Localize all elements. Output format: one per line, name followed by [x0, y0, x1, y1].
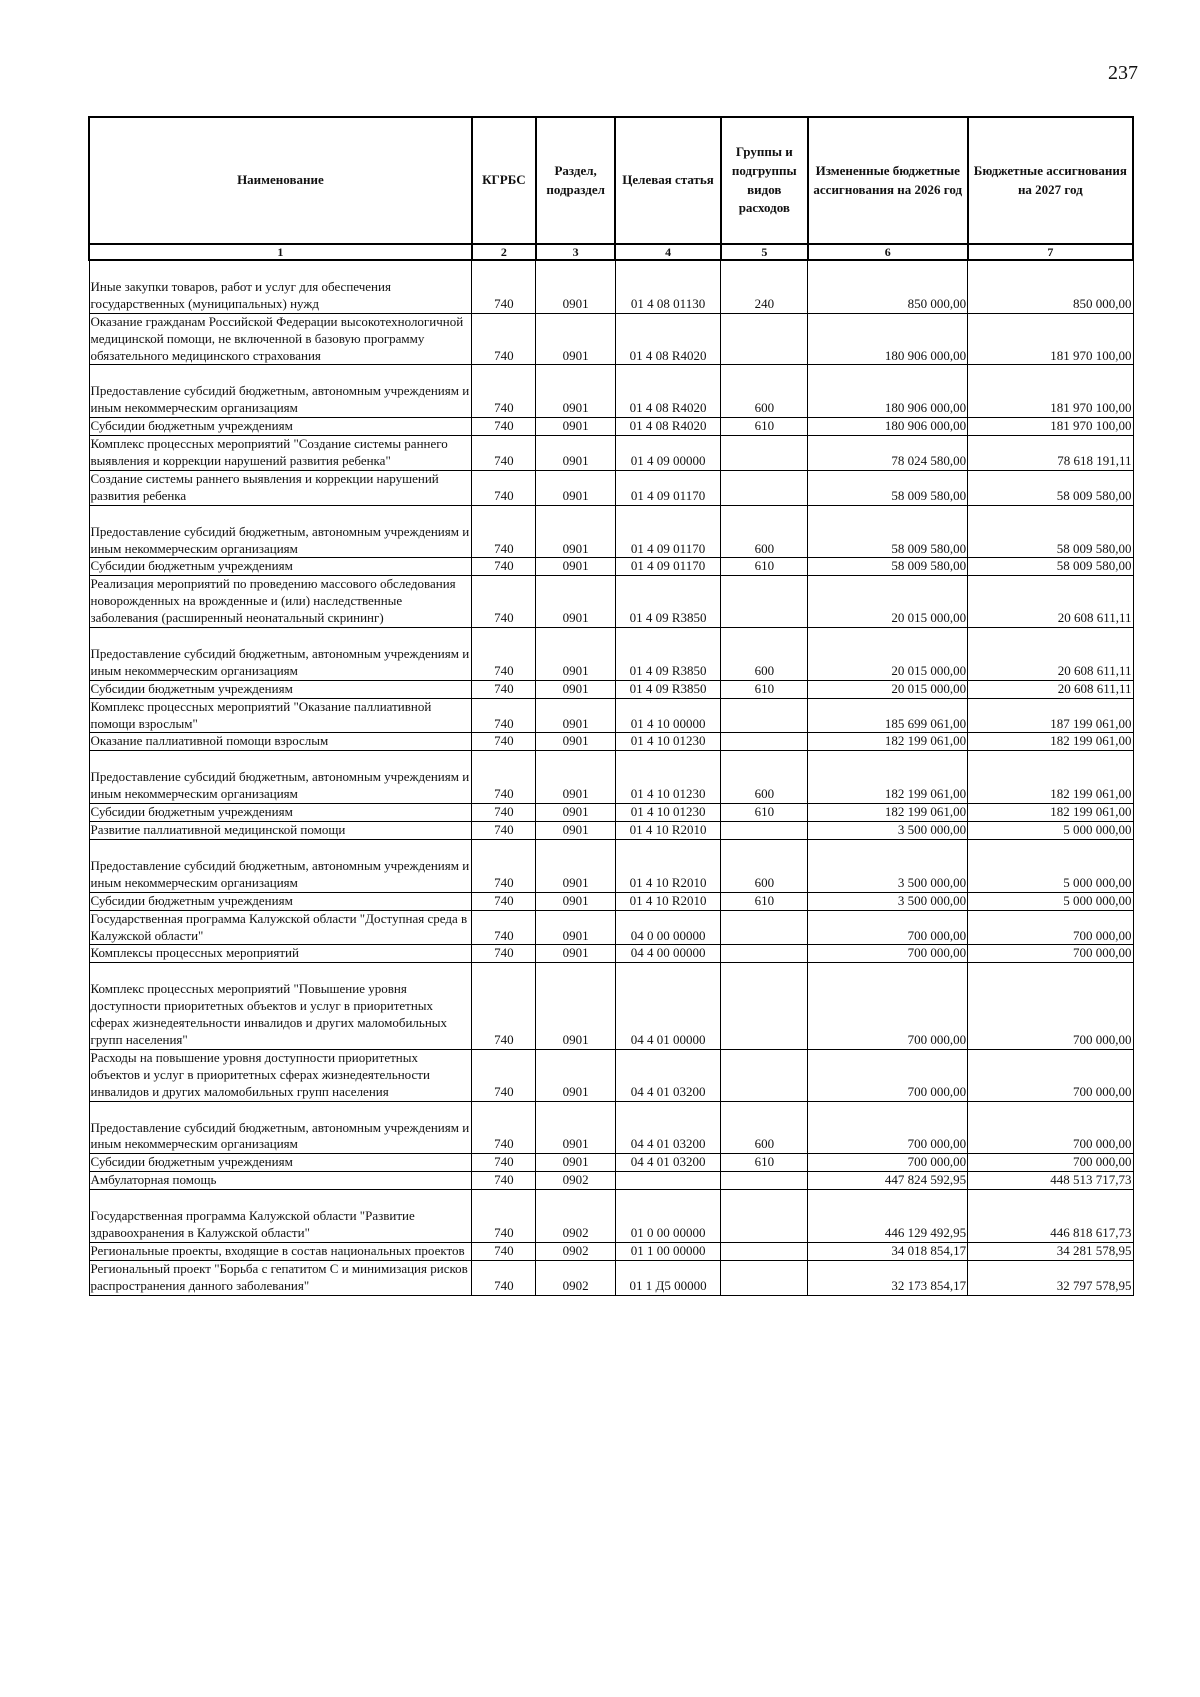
cell-article: 04 0 00 00000 [615, 910, 720, 945]
cell-group [721, 698, 808, 733]
cell-group [721, 822, 808, 840]
cell-group [721, 1242, 808, 1260]
table-row [89, 963, 1133, 1050]
cell-amount-2027: 700 000,00 [968, 963, 1133, 1050]
cell-kgrbs: 740 [472, 505, 536, 558]
column-number: 4 [615, 244, 720, 260]
cell-kgrbs: 740 [472, 628, 536, 681]
cell-group: 600 [721, 628, 808, 681]
cell-name-text: Государственная программа Калужской области "Развитие здравоохранения в Калужской области" [90, 1208, 415, 1240]
cell-amount-2027: 181 970 100,00 [968, 365, 1133, 418]
cell-article: 01 4 10 R2010 [615, 892, 720, 910]
cell-article: 01 4 08 R4020 [615, 365, 720, 418]
cell-group: 240 [721, 260, 808, 313]
cell-amount-2026: 3 500 000,00 [808, 892, 968, 910]
cell-article: 01 4 10 R2010 [615, 822, 720, 840]
cell-amount-2026: 182 199 061,00 [808, 733, 968, 751]
table-row [89, 804, 1133, 822]
cell-article: 01 4 09 R3850 [615, 576, 720, 628]
cell-amount-2026: 700 000,00 [808, 1049, 968, 1101]
cell-kgrbs: 740 [472, 1190, 536, 1243]
cell-amount-2026: 185 699 061,00 [808, 698, 968, 733]
cell-amount-2027: 182 199 061,00 [968, 804, 1133, 822]
cell-section: 0901 [536, 822, 615, 840]
cell-name: Развитие паллиативной медицинской помощи [89, 822, 472, 840]
cell-kgrbs: 740 [472, 733, 536, 751]
cell-name-text: Иные закупки товаров, работ и услуг для обеспечения государственных (муниципальных) нужд [90, 279, 391, 311]
cell-section: 0901 [536, 558, 615, 576]
table-row [89, 505, 1133, 558]
cell-group [721, 945, 808, 963]
cell-kgrbs: 740 [472, 436, 536, 471]
cell-section: 0901 [536, 576, 615, 628]
cell-kgrbs: 740 [472, 822, 536, 840]
cell-amount-2026: 20 015 000,00 [808, 680, 968, 698]
cell-spacer [91, 628, 471, 646]
cell-amount-2026: 850 000,00 [808, 260, 968, 313]
header-name: Наименование [89, 117, 472, 244]
cell-kgrbs: 740 [472, 839, 536, 892]
cell-spacer [91, 506, 471, 524]
cell-name [89, 1190, 472, 1243]
table-row [89, 260, 1133, 313]
cell-article: 01 4 09 01170 [615, 470, 720, 505]
cell-section: 0901 [536, 1049, 615, 1101]
cell-group: 610 [721, 558, 808, 576]
cell-group [721, 313, 808, 365]
column-number: 2 [472, 244, 536, 260]
cell-name [89, 963, 472, 1050]
cell-amount-2027: 20 608 611,11 [968, 576, 1133, 628]
cell-article: 04 4 01 00000 [615, 963, 720, 1050]
cell-amount-2026: 180 906 000,00 [808, 313, 968, 365]
cell-amount-2026: 700 000,00 [808, 910, 968, 945]
cell-kgrbs: 740 [472, 945, 536, 963]
cell-amount-2026: 20 015 000,00 [808, 576, 968, 628]
cell-section: 0902 [536, 1190, 615, 1243]
cell-article: 04 4 00 00000 [615, 945, 720, 963]
cell-article: 01 4 09 01170 [615, 558, 720, 576]
cell-article: 01 4 10 01230 [615, 733, 720, 751]
column-number: 6 [808, 244, 968, 260]
budget-table [88, 116, 1134, 1296]
cell-name-text: Предоставление субсидий бюджетным, автономным учреждениям и иным некоммерческим организациям [90, 1119, 470, 1152]
cell-name [89, 1101, 472, 1154]
cell-section: 0901 [536, 365, 615, 418]
cell-spacer [91, 751, 471, 769]
cell-amount-2026: 700 000,00 [808, 1154, 968, 1172]
cell-kgrbs: 740 [472, 1154, 536, 1172]
cell-amount-2026: 180 906 000,00 [808, 365, 968, 418]
header-2027: Бюджетные ассигнования на 2027 год [968, 117, 1133, 244]
cell-section: 0902 [536, 1242, 615, 1260]
cell-amount-2027: 700 000,00 [968, 1154, 1133, 1172]
cell-spacer [91, 261, 471, 279]
cell-article: 01 4 08 01130 [615, 260, 720, 313]
cell-group [721, 733, 808, 751]
cell-amount-2026: 34 018 854,17 [808, 1242, 968, 1260]
cell-spacer [91, 840, 471, 858]
cell-kgrbs: 740 [472, 680, 536, 698]
cell-article: 01 4 09 R3850 [615, 628, 720, 681]
cell-name: Создание системы раннего выявления и коррекции нарушений развития ребенка [89, 470, 472, 505]
cell-amount-2027: 32 797 578,95 [968, 1260, 1133, 1295]
cell-group [721, 963, 808, 1050]
cell-amount-2027: 182 199 061,00 [968, 733, 1133, 751]
cell-amount-2026: 78 024 580,00 [808, 436, 968, 471]
table-row [89, 576, 1133, 628]
cell-amount-2027: 181 970 100,00 [968, 418, 1133, 436]
cell-amount-2027: 446 818 617,73 [968, 1190, 1133, 1243]
cell-kgrbs: 740 [472, 313, 536, 365]
cell-amount-2027: 5 000 000,00 [968, 839, 1133, 892]
column-number: 1 [89, 244, 472, 260]
table-row [89, 1049, 1133, 1101]
cell-kgrbs: 740 [472, 576, 536, 628]
cell-name [89, 751, 472, 804]
cell-amount-2027: 5 000 000,00 [968, 822, 1133, 840]
cell-group: 610 [721, 892, 808, 910]
cell-section: 0901 [536, 1101, 615, 1154]
table-row [89, 436, 1133, 471]
cell-kgrbs: 740 [472, 1242, 536, 1260]
cell-section: 0901 [536, 910, 615, 945]
cell-group: 610 [721, 804, 808, 822]
cell-section: 0901 [536, 260, 615, 313]
table-row [89, 751, 1133, 804]
cell-amount-2027: 181 970 100,00 [968, 313, 1133, 365]
table-row [89, 418, 1133, 436]
cell-amount-2026: 447 824 592,95 [808, 1172, 968, 1190]
table-row [89, 1172, 1133, 1190]
cell-article: 01 4 08 R4020 [615, 418, 720, 436]
cell-amount-2026: 20 015 000,00 [808, 628, 968, 681]
cell-amount-2027: 187 199 061,00 [968, 698, 1133, 733]
cell-amount-2027: 34 281 578,95 [968, 1242, 1133, 1260]
table-row [89, 1101, 1133, 1154]
cell-kgrbs: 740 [472, 751, 536, 804]
cell-kgrbs: 740 [472, 1049, 536, 1101]
cell-amount-2027: 5 000 000,00 [968, 892, 1133, 910]
cell-section: 0901 [536, 733, 615, 751]
cell-amount-2027: 58 009 580,00 [968, 558, 1133, 576]
cell-section: 0902 [536, 1172, 615, 1190]
cell-name-text: Предоставление субсидий бюджетным, автономным учреждениям и иным некоммерческим организациям [90, 646, 470, 678]
cell-group: 610 [721, 418, 808, 436]
cell-kgrbs: 740 [472, 698, 536, 733]
cell-name [89, 628, 472, 681]
cell-section: 0901 [536, 628, 615, 681]
cell-name-text: Предоставление субсидий бюджетным, автономным учреждениям и иным некоммерческим организациям [90, 857, 470, 890]
page-number: 237 [1108, 62, 1138, 84]
table-row [89, 365, 1133, 418]
cell-amount-2026: 3 500 000,00 [808, 839, 968, 892]
cell-name [89, 365, 472, 418]
cell-amount-2026: 700 000,00 [808, 1101, 968, 1154]
cell-amount-2026: 180 906 000,00 [808, 418, 968, 436]
cell-name: Оказание гражданам Российской Федерации высокотехнологичной медицинской помощи, не включенной в базовую программу обязательного медицинского страхования [89, 313, 472, 365]
cell-group: 600 [721, 1101, 808, 1154]
cell-section: 0902 [536, 1260, 615, 1295]
cell-article: 04 4 01 03200 [615, 1154, 720, 1172]
cell-group: 600 [721, 365, 808, 418]
cell-section: 0901 [536, 963, 615, 1050]
header-2026: Измененные бюджетные ассигнования на 2026 год [808, 117, 968, 244]
cell-group [721, 1172, 808, 1190]
cell-group: 600 [721, 839, 808, 892]
cell-article: 01 4 10 01230 [615, 804, 720, 822]
table-row [89, 1190, 1133, 1243]
cell-amount-2026: 32 173 854,17 [808, 1260, 968, 1295]
cell-amount-2027: 20 608 611,11 [968, 628, 1133, 681]
cell-amount-2026: 446 129 492,95 [808, 1190, 968, 1243]
cell-spacer [91, 1190, 471, 1208]
cell-group [721, 1190, 808, 1243]
cell-section: 0901 [536, 892, 615, 910]
cell-kgrbs: 740 [472, 1101, 536, 1154]
cell-section: 0901 [536, 313, 615, 365]
cell-name-text: Комплекс процессных мероприятий "Повышение уровня доступности приоритетных объектов и услуг в приоритетных сферах жизнедеятельности инвалидов и других маломобильных групп населения" [90, 981, 448, 1047]
cell-group [721, 576, 808, 628]
cell-kgrbs: 740 [472, 892, 536, 910]
column-number: 3 [536, 244, 615, 260]
cell-section: 0901 [536, 418, 615, 436]
cell-article: 01 4 08 R4020 [615, 313, 720, 365]
cell-name: Государственная программа Калужской области "Доступная среда в Калужской области" [89, 910, 472, 945]
header-row [89, 117, 1133, 244]
cell-section: 0901 [536, 804, 615, 822]
cell-amount-2027: 58 009 580,00 [968, 505, 1133, 558]
table-row [89, 1242, 1133, 1260]
table-row [89, 910, 1133, 945]
cell-amount-2027: 700 000,00 [968, 1049, 1133, 1101]
cell-section: 0901 [536, 751, 615, 804]
cell-name-text: Предоставление субсидий бюджетным, автономным учреждениям и иным некоммерческим организациям [90, 523, 470, 556]
cell-spacer [91, 1102, 471, 1120]
table-row [89, 733, 1133, 751]
cell-name [89, 505, 472, 558]
cell-spacer [91, 963, 471, 981]
table-row [89, 1260, 1133, 1295]
cell-section: 0901 [536, 505, 615, 558]
cell-group [721, 1049, 808, 1101]
table-row [89, 839, 1133, 892]
cell-amount-2027: 78 618 191,11 [968, 436, 1133, 471]
table-row [89, 945, 1133, 963]
cell-article: 04 4 01 03200 [615, 1101, 720, 1154]
cell-article: 01 4 09 R3850 [615, 680, 720, 698]
table-row [89, 558, 1133, 576]
cell-article: 01 4 10 01230 [615, 751, 720, 804]
header-section: Раздел, подраздел [536, 117, 615, 244]
cell-kgrbs: 740 [472, 470, 536, 505]
cell-group [721, 910, 808, 945]
table-row [89, 313, 1133, 365]
cell-amount-2026: 182 199 061,00 [808, 751, 968, 804]
cell-name-text: Предоставление субсидий бюджетным, автономным учреждениям и иным некоммерческим организациям [90, 769, 470, 802]
table-row [89, 698, 1133, 733]
cell-name: Оказание паллиативной помощи взрослым [89, 733, 472, 751]
cell-name: Амбулаторная помощь [89, 1172, 472, 1190]
cell-kgrbs: 740 [472, 1172, 536, 1190]
cell-group: 610 [721, 1154, 808, 1172]
cell-section: 0901 [536, 436, 615, 471]
cell-name [89, 260, 472, 313]
cell-name: Расходы на повышение уровня доступности приоритетных объектов и услуг в приоритетных сферах жизнедеятельности инвалидов и других маломобильных групп населения [89, 1049, 472, 1101]
cell-name: Региональные проекты, входящие в состав национальных проектов [89, 1242, 472, 1260]
cell-article: 01 4 09 01170 [615, 505, 720, 558]
cell-name: Комплекс процессных мероприятий "Создание системы раннего выявления и коррекции нарушений развития ребенка" [89, 436, 472, 471]
cell-kgrbs: 740 [472, 418, 536, 436]
table-row [89, 1154, 1133, 1172]
cell-name: Субсидии бюджетным учреждениям [89, 418, 472, 436]
cell-name: Комплексы процессных мероприятий [89, 945, 472, 963]
cell-amount-2026: 700 000,00 [808, 945, 968, 963]
cell-amount-2026: 3 500 000,00 [808, 822, 968, 840]
cell-kgrbs: 740 [472, 558, 536, 576]
cell-amount-2027: 700 000,00 [968, 945, 1133, 963]
cell-name: Реализация мероприятий по проведению массового обследования новорожденных на врожденные и (или) наследственные заболевания (расширенный неонатальный скрининг) [89, 576, 472, 628]
table-body [89, 260, 1133, 1295]
cell-name: Субсидии бюджетным учреждениям [89, 558, 472, 576]
cell-kgrbs: 740 [472, 365, 536, 418]
cell-section: 0901 [536, 945, 615, 963]
cell-amount-2027: 448 513 717,73 [968, 1172, 1133, 1190]
column-number-row [89, 244, 1133, 260]
cell-section: 0901 [536, 698, 615, 733]
column-number: 7 [968, 244, 1133, 260]
cell-name [89, 839, 472, 892]
header-group: Группы и подгруппы видов расходов [721, 117, 808, 244]
cell-amount-2027: 20 608 611,11 [968, 680, 1133, 698]
cell-amount-2027: 850 000,00 [968, 260, 1133, 313]
cell-section: 0901 [536, 470, 615, 505]
table-row [89, 470, 1133, 505]
column-number: 5 [721, 244, 808, 260]
header-kgrbs: КГРБС [472, 117, 536, 244]
cell-kgrbs: 740 [472, 804, 536, 822]
cell-article: 01 4 10 R2010 [615, 839, 720, 892]
cell-section: 0901 [536, 1154, 615, 1172]
cell-group: 600 [721, 505, 808, 558]
cell-name: Субсидии бюджетным учреждениям [89, 892, 472, 910]
cell-amount-2026: 182 199 061,00 [808, 804, 968, 822]
cell-kgrbs: 740 [472, 963, 536, 1050]
table-row [89, 822, 1133, 840]
cell-name: Субсидии бюджетным учреждениям [89, 680, 472, 698]
cell-spacer [91, 365, 471, 383]
cell-name-text: Предоставление субсидий бюджетным, автономным учреждениям и иным некоммерческим организациям [90, 383, 470, 416]
cell-kgrbs: 740 [472, 910, 536, 945]
cell-section: 0901 [536, 839, 615, 892]
cell-amount-2027: 182 199 061,00 [968, 751, 1133, 804]
cell-name: Комплекс процессных мероприятий "Оказание паллиативной помощи взрослым" [89, 698, 472, 733]
cell-amount-2027: 58 009 580,00 [968, 470, 1133, 505]
cell-amount-2026: 58 009 580,00 [808, 470, 968, 505]
cell-name: Субсидии бюджетным учреждениям [89, 1154, 472, 1172]
cell-group: 610 [721, 680, 808, 698]
cell-article: 01 0 00 00000 [615, 1190, 720, 1243]
cell-article [615, 1172, 720, 1190]
cell-article: 01 1 Д5 00000 [615, 1260, 720, 1295]
cell-amount-2027: 700 000,00 [968, 1101, 1133, 1154]
cell-amount-2026: 58 009 580,00 [808, 505, 968, 558]
table-row [89, 628, 1133, 681]
cell-section: 0901 [536, 680, 615, 698]
cell-name: Региональный проект "Борьба с гепатитом С и минимизация рисков распространения данного заболевания" [89, 1260, 472, 1295]
cell-article: 04 4 01 03200 [615, 1049, 720, 1101]
table-row [89, 892, 1133, 910]
cell-amount-2026: 58 009 580,00 [808, 558, 968, 576]
cell-article: 01 4 10 00000 [615, 698, 720, 733]
cell-amount-2027: 700 000,00 [968, 910, 1133, 945]
cell-amount-2026: 700 000,00 [808, 963, 968, 1050]
cell-kgrbs: 740 [472, 260, 536, 313]
cell-kgrbs: 740 [472, 1260, 536, 1295]
cell-group [721, 470, 808, 505]
cell-name: Субсидии бюджетным учреждениям [89, 804, 472, 822]
cell-group: 600 [721, 751, 808, 804]
cell-group [721, 1260, 808, 1295]
cell-article: 01 4 09 00000 [615, 436, 720, 471]
cell-group [721, 436, 808, 471]
table-row [89, 680, 1133, 698]
header-article: Целевая статья [615, 117, 720, 244]
cell-article: 01 1 00 00000 [615, 1242, 720, 1260]
